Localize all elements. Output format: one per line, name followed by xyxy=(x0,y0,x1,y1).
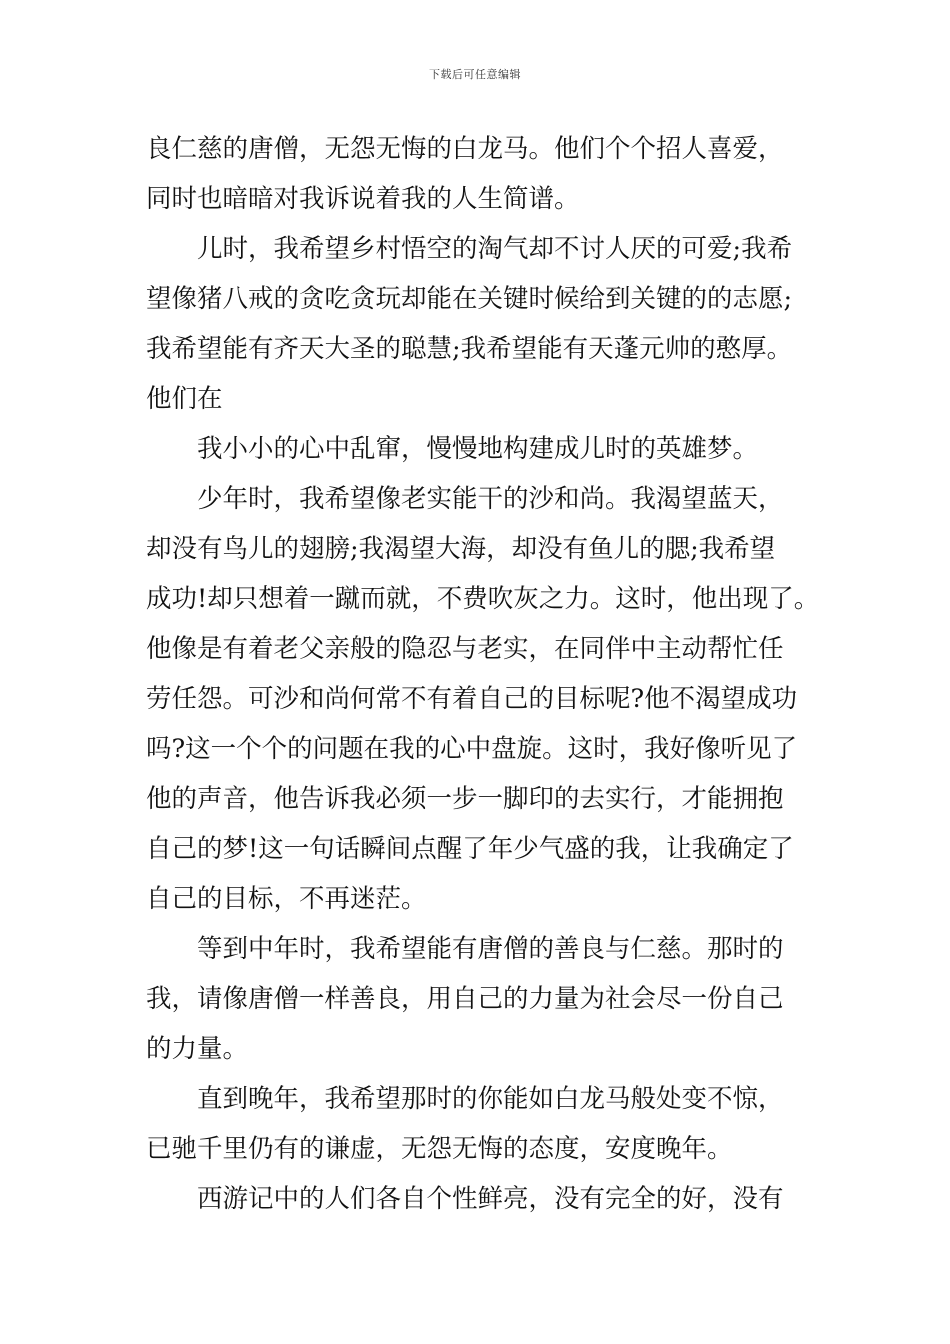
page-header: 下载后可任意编辑 xyxy=(429,68,521,81)
text-line: 他像是有着老父亲般的隐忍与老实，在同伴中主动帮忙任 xyxy=(146,634,784,664)
text-line: 我，请像唐僧一样善良，用自己的力量为社会尽一份自己 xyxy=(146,984,784,1014)
text-line: 他的声音，他告诉我必须一步一脚印的去实行，才能拥抱 xyxy=(146,784,784,814)
text-line: 我小小的心中乱窜，慢慢地构建成儿时的英雄梦。 xyxy=(197,434,759,464)
text-line: 已驰千里仍有的谦虚，无怨无悔的态度，安度晚年。 xyxy=(146,1134,733,1164)
text-line: 自己的梦!这一句话瞬间点醒了年少气盛的我，让我确定了 xyxy=(146,834,794,864)
text-line: 良仁慈的唐僧，无怨无悔的白龙马。他们个个招人喜爱， xyxy=(146,134,784,164)
text-line: 等到中年时，我希望能有唐僧的善良与仁慈。那时的 xyxy=(197,934,784,964)
text-line: 西游记中的人们各自个性鲜亮，没有完全的好，没有 xyxy=(197,1184,784,1214)
document-body xyxy=(146,124,826,1224)
text-line: 少年时，我希望像老实能干的沙和尚。我渴望蓝天， xyxy=(197,484,784,514)
text-line: 却没有鸟儿的翅膀;我渴望大海，却没有鱼儿的腮;我希望 xyxy=(146,534,776,564)
text-line: 直到晚年，我希望那时的你能如白龙马般处变不惊， xyxy=(197,1084,784,1114)
text-line: 劳任怨。可沙和尚何常不有着自己的目标呢?他不渴望成功 xyxy=(146,684,798,714)
text-line: 我希望能有齐天大圣的聪慧;我希望能有天蓬元帅的憨厚。 xyxy=(146,334,793,364)
text-line: 吗?这一个个的问题在我的心中盘旋。这时，我好像听见了 xyxy=(146,734,798,764)
text-line: 成功!却只想着一蹴而就，不费吹灰之力。这时，他出现了。 xyxy=(146,584,820,614)
text-line: 他们在 xyxy=(146,384,223,414)
text-line: 儿时，我希望乡村悟空的淘气却不讨人厌的可爱;我希 xyxy=(197,234,793,264)
text-line: 望像猪八戒的贪吃贪玩却能在关键时候给到关键的的志愿; xyxy=(146,284,793,314)
text-line: 自己的目标，不再迷茫。 xyxy=(146,884,427,914)
text-line: 同时也暗暗对我诉说着我的人生简谱。 xyxy=(146,184,580,214)
text-line: 的力量。 xyxy=(146,1034,249,1064)
